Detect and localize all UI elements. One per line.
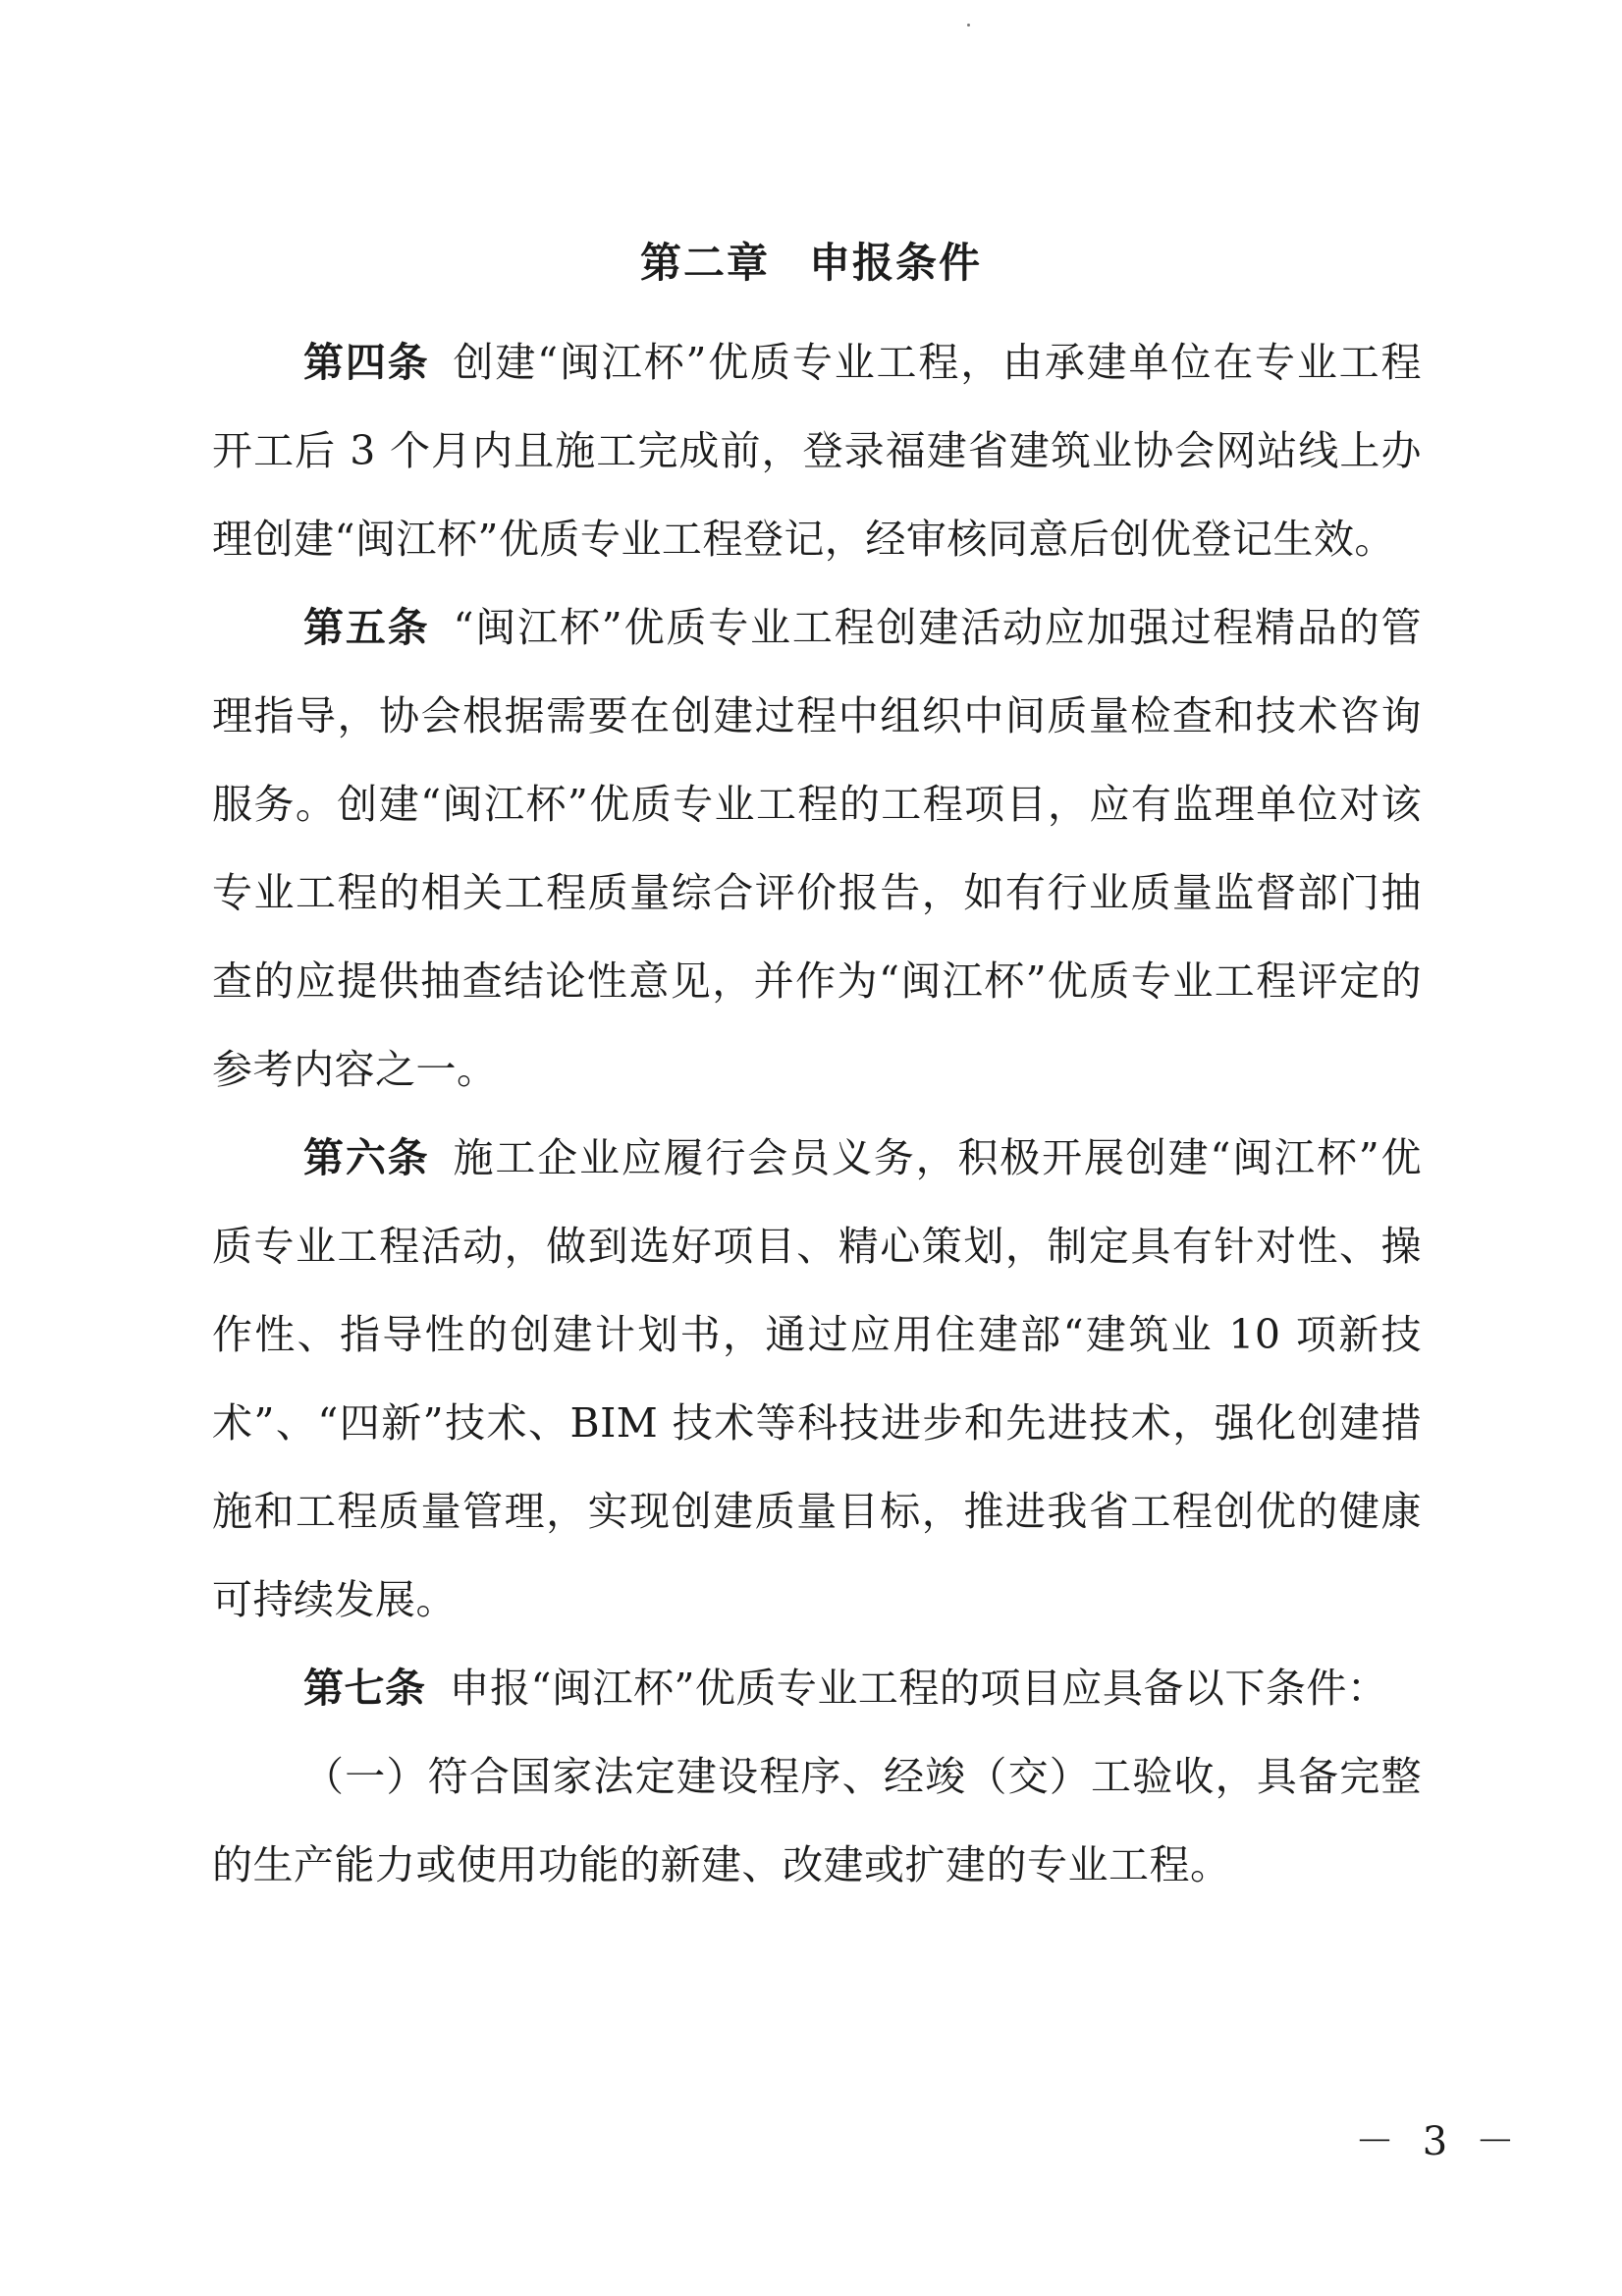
article-text: 创建“闽江杯”优质专业工程，由承建单位在专业工程开工后 3 个月内且施工完成前，登录福建省建筑业协会网站线上办理创建“闽江杯”优质专业工程登记，经审核同意后创优登记生效。 [212,339,1423,563]
article-4 [212,318,1422,583]
article-label: 第五条 [303,604,430,651]
article-6 [212,1114,1422,1644]
clause-text: （一）符合国家法定建设程序、经竣（交）工验收，具备完整的生产能力或使用功能的新建、改建或扩建的专业工程。 [212,1753,1422,1888]
scan-speck [967,24,970,27]
chapter-heading [0,234,1622,293]
article-text: “闽江杯”优质专业工程创建活动应加强过程精品的管理指导，协会根据需要在创建过程中组织中间质量检查和技术咨询服务。创建“闽江杯”优质专业工程的工程项目，应有监理单位对该专业工程的相关工程质量综合评价报告，如有行业质量监督部门抽查的应提供抽查结论性意见，并作为“闽江杯”优质专业工程评定的参考内容之一。 [212,604,1423,1093]
article-label: 第四条 [303,339,430,386]
article-label: 第六条 [303,1134,430,1181]
chapter-number: 第二章 [639,239,770,287]
article-text: 申报“闽江杯”优质专业工程的项目应具备以下条件： [449,1665,1388,1712]
article-7 [212,1644,1422,1732]
article-text: 施工企业应履行会员义务，积极开展创建“闽江杯”优质专业工程活动，做到选好项目、精心策划，制定具有针对性、操作性、指导性的创建计划书，通过应用住建部“建筑业 10 项新技术”、“四新”技术、BIM 技术等科技进步和先进技术，强化创建措施和工程质量管理，实现创建质量目标，推进我省工程创优的健康可持续发展。 [212,1134,1423,1623]
chapter-title: 申报条件 [809,239,983,287]
document-body [212,318,1422,1909]
page-number: － 3 － [1355,2119,1523,2164]
article-label: 第七条 [303,1665,426,1712]
article-5 [212,583,1422,1114]
clause-1 [212,1732,1422,1909]
